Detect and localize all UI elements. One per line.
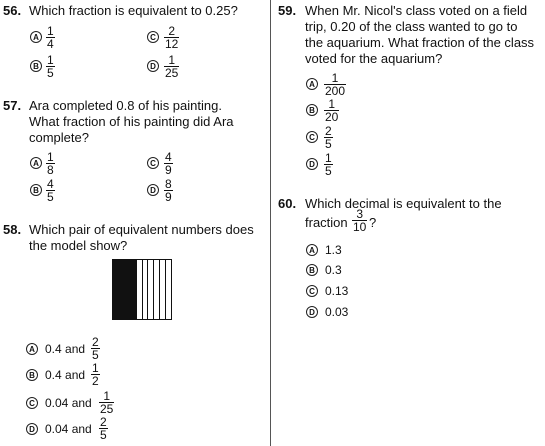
choice-d-fraction: $\frac{2}{5}$ bbox=[100, 415, 107, 442]
model-column bbox=[166, 260, 171, 319]
choice-b-fraction: $\frac{1}{2}$ bbox=[92, 361, 99, 388]
question-number: 57. bbox=[3, 98, 22, 113]
choice-bubble-a[interactable]: A bbox=[26, 343, 38, 355]
choice-bubble-d[interactable]: D bbox=[306, 306, 318, 318]
question-text: Which pair of equivalent numbers does the model show? bbox=[29, 222, 254, 253]
choice-a-decimal: 0.4 and bbox=[45, 342, 86, 356]
choice-c-decimal: 0.04 and bbox=[45, 396, 92, 410]
question-mark: ? bbox=[369, 215, 377, 230]
question-text: Which fraction is equivalent to 0.25? bbox=[29, 3, 238, 18]
choice-c-fraction: $\frac{4}{9}$ bbox=[165, 150, 172, 177]
question-text: Which decimal is equivalent to the bbox=[305, 196, 502, 211]
choice-bubble-b[interactable]: B bbox=[306, 104, 318, 116]
question-text-fraction-label: fraction bbox=[305, 215, 348, 230]
choice-bubble-b[interactable]: B bbox=[30, 60, 42, 72]
choice-bubble-d[interactable]: D bbox=[26, 423, 38, 435]
choice-bubble-c[interactable]: C bbox=[26, 397, 38, 409]
column-divider bbox=[270, 0, 271, 446]
choice-bubble-a[interactable]: A bbox=[306, 244, 318, 256]
question-number: 58. bbox=[3, 222, 22, 237]
choice-a-fraction: $\frac{1}{200}$ bbox=[325, 71, 346, 98]
choice-c-value: 0.13 bbox=[325, 284, 349, 298]
choice-d-fraction: $\frac{1}{5}$ bbox=[325, 151, 332, 178]
question-number: 56. bbox=[3, 3, 22, 18]
choice-b-fraction: $\frac{1}{5}$ bbox=[47, 53, 54, 80]
choice-d-fraction: $\frac{1}{25}$ bbox=[165, 53, 179, 80]
choice-bubble-b[interactable]: B bbox=[306, 264, 318, 276]
choice-d-value: 0.03 bbox=[325, 305, 349, 319]
decimal-model-grid bbox=[112, 259, 172, 320]
choice-c-fraction: $\frac{2}{5}$ bbox=[325, 124, 332, 151]
choice-d-decimal: 0.04 and bbox=[45, 422, 92, 436]
question-text: When Mr. Nicol's class voted on a field trip, 0.20 of the class wanted to go to the aquarium. What fraction of the class voted for the aquarium? bbox=[305, 3, 535, 66]
choice-bubble-d[interactable]: D bbox=[147, 184, 159, 196]
choice-bubble-a[interactable]: A bbox=[30, 31, 42, 43]
choice-c-fraction: $\frac{2}{12}$ bbox=[165, 24, 179, 51]
choice-a-fraction: $\frac{1}{4}$ bbox=[47, 24, 54, 51]
choice-bubble-a[interactable]: A bbox=[306, 78, 318, 90]
choice-b-value: 0.3 bbox=[325, 263, 342, 277]
choice-bubble-c[interactable]: C bbox=[147, 31, 159, 43]
choice-a-fraction: $\frac{2}{5}$ bbox=[92, 335, 99, 362]
choice-bubble-c[interactable]: C bbox=[306, 131, 318, 143]
choice-b-fraction: $\frac{4}{5}$ bbox=[47, 177, 54, 204]
question-number: 59. bbox=[278, 3, 297, 18]
choice-a-value: 1.3 bbox=[325, 243, 342, 257]
choice-bubble-c[interactable]: C bbox=[306, 285, 318, 297]
choice-bubble-d[interactable]: D bbox=[306, 158, 318, 170]
question-number: 60. bbox=[278, 196, 297, 211]
choice-b-fraction: $\frac{1}{20}$ bbox=[325, 97, 339, 124]
question-fraction: $\frac{3}{10}$ bbox=[353, 207, 367, 234]
choice-c-fraction: $\frac{1}{25}$ bbox=[100, 389, 114, 416]
choice-bubble-b[interactable]: B bbox=[30, 184, 42, 196]
choice-bubble-c[interactable]: C bbox=[147, 157, 159, 169]
choice-d-fraction: $\frac{8}{9}$ bbox=[165, 177, 172, 204]
choice-bubble-d[interactable]: D bbox=[147, 60, 159, 72]
choice-b-decimal: 0.4 and bbox=[45, 368, 86, 382]
choice-a-fraction: $\frac{1}{8}$ bbox=[47, 150, 54, 177]
choice-bubble-a[interactable]: A bbox=[30, 157, 42, 169]
question-text: Ara completed 0.8 of his painting. What fraction of his painting did Ara complete? bbox=[29, 98, 234, 145]
choice-bubble-b[interactable]: B bbox=[26, 369, 38, 381]
